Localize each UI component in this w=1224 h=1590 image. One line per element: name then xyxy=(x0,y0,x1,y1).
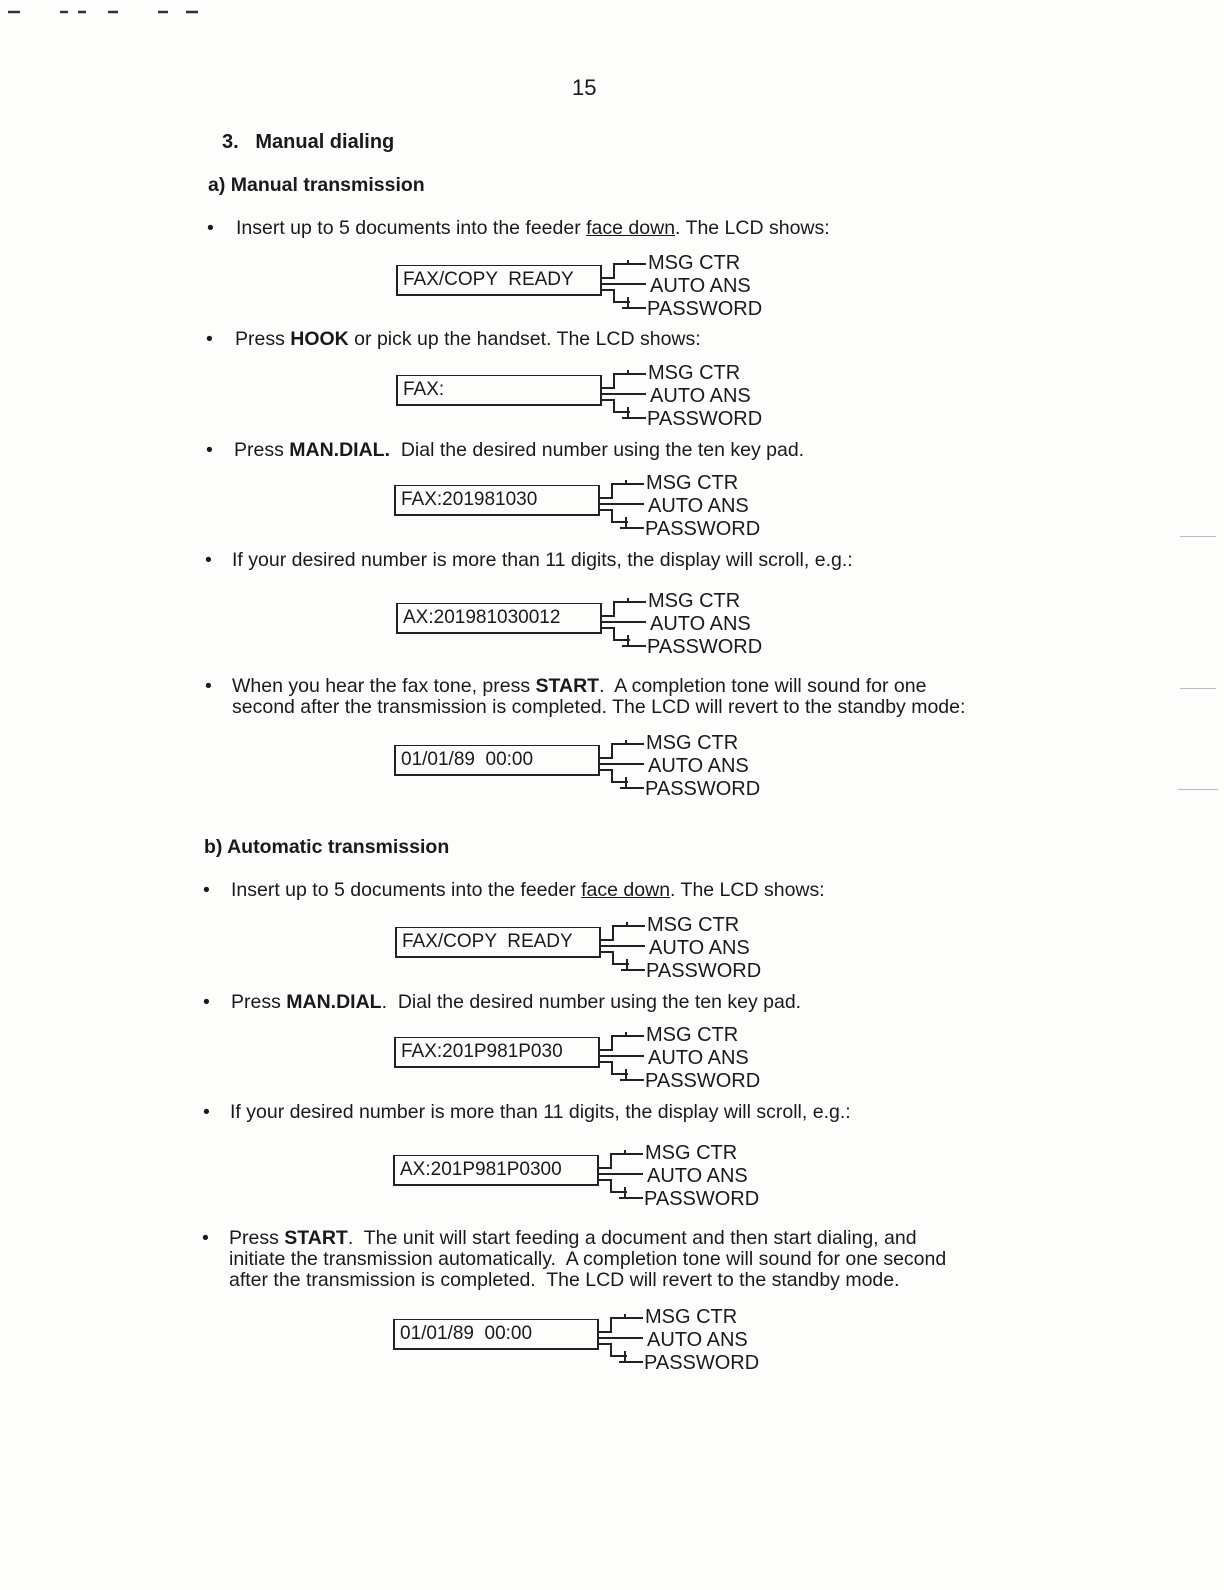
lcd-option-password: PASSWORD xyxy=(644,1188,760,1210)
lcd-display xyxy=(395,914,795,988)
lcd-option-auto-ans: AUTO ANS xyxy=(650,275,751,297)
lcd-bracket-icon xyxy=(600,362,648,432)
lcd-bracket-icon xyxy=(597,1306,645,1376)
lcd-option-msg-ctr: MSG CTR xyxy=(646,732,739,754)
margin-mark xyxy=(1178,789,1218,790)
lcd-option-auto-ans: AUTO ANS xyxy=(648,1047,749,1069)
lcd-screen: 01/01/89 00:00 xyxy=(394,745,600,776)
lcd-option-msg-ctr: MSG CTR xyxy=(648,362,741,384)
lcd-option-auto-ans: AUTO ANS xyxy=(647,1165,748,1187)
lcd-screen: FAX: xyxy=(396,375,602,406)
lcd-bracket-icon xyxy=(600,590,648,660)
lcd-display xyxy=(393,1306,793,1380)
lcd-display xyxy=(396,590,796,664)
lcd-option-password: PASSWORD xyxy=(644,1352,760,1374)
lcd-display xyxy=(396,252,796,326)
lcd-bracket-icon xyxy=(600,252,648,322)
lcd-option-password: PASSWORD xyxy=(645,778,761,800)
lcd-option-msg-ctr: MSG CTR xyxy=(645,1306,738,1328)
subsection-title-manual: a) Manual transmission xyxy=(208,174,425,196)
lcd-bracket-icon xyxy=(597,1142,645,1212)
lcd-option-msg-ctr: MSG CTR xyxy=(645,1142,738,1164)
lcd-option-msg-ctr: MSG CTR xyxy=(648,252,741,274)
lcd-option-msg-ctr: MSG CTR xyxy=(647,914,740,936)
lcd-display xyxy=(394,472,794,546)
lcd-option-password: PASSWORD xyxy=(645,518,761,540)
lcd-option-auto-ans: AUTO ANS xyxy=(649,937,750,959)
lcd-display xyxy=(394,732,794,806)
lcd-option-msg-ctr: MSG CTR xyxy=(646,472,739,494)
lcd-option-auto-ans: AUTO ANS xyxy=(648,495,749,517)
lcd-option-password: PASSWORD xyxy=(645,1070,761,1092)
lcd-option-password: PASSWORD xyxy=(647,408,763,430)
lcd-display xyxy=(396,362,796,436)
lcd-option-auto-ans: AUTO ANS xyxy=(648,755,749,777)
margin-mark xyxy=(1180,688,1216,689)
lcd-screen: FAX/COPY READY xyxy=(395,927,601,958)
lcd-bracket-icon xyxy=(598,472,646,542)
lcd-display xyxy=(394,1024,794,1098)
lcd-bracket-icon xyxy=(599,914,647,984)
page-number: 15 xyxy=(572,75,597,100)
lcd-option-msg-ctr: MSG CTR xyxy=(648,590,741,612)
subsection-title-automatic: b) Automatic transmission xyxy=(204,836,450,858)
scan-edge-marks xyxy=(0,0,210,20)
lcd-option-password: PASSWORD xyxy=(647,298,763,320)
lcd-screen: FAX:201P981P030 xyxy=(394,1037,600,1068)
lcd-screen: FAX/COPY READY xyxy=(396,265,602,296)
lcd-screen: FAX:201981030 xyxy=(394,485,600,516)
margin-mark xyxy=(1180,536,1216,537)
lcd-option-password: PASSWORD xyxy=(647,636,763,658)
section-title: 3. Manual dialing xyxy=(222,131,395,153)
lcd-option-msg-ctr: MSG CTR xyxy=(646,1024,739,1046)
lcd-option-auto-ans: AUTO ANS xyxy=(650,613,751,635)
lcd-screen: 01/01/89 00:00 xyxy=(393,1319,599,1350)
lcd-bracket-icon xyxy=(598,1024,646,1094)
lcd-screen: AX:201P981P0300 xyxy=(393,1155,599,1186)
lcd-option-auto-ans: AUTO ANS xyxy=(650,385,751,407)
lcd-option-password: PASSWORD xyxy=(646,960,762,982)
lcd-option-auto-ans: AUTO ANS xyxy=(647,1329,748,1351)
lcd-screen: AX:201981030012 xyxy=(396,603,602,634)
lcd-bracket-icon xyxy=(598,732,646,802)
lcd-display xyxy=(393,1142,793,1216)
